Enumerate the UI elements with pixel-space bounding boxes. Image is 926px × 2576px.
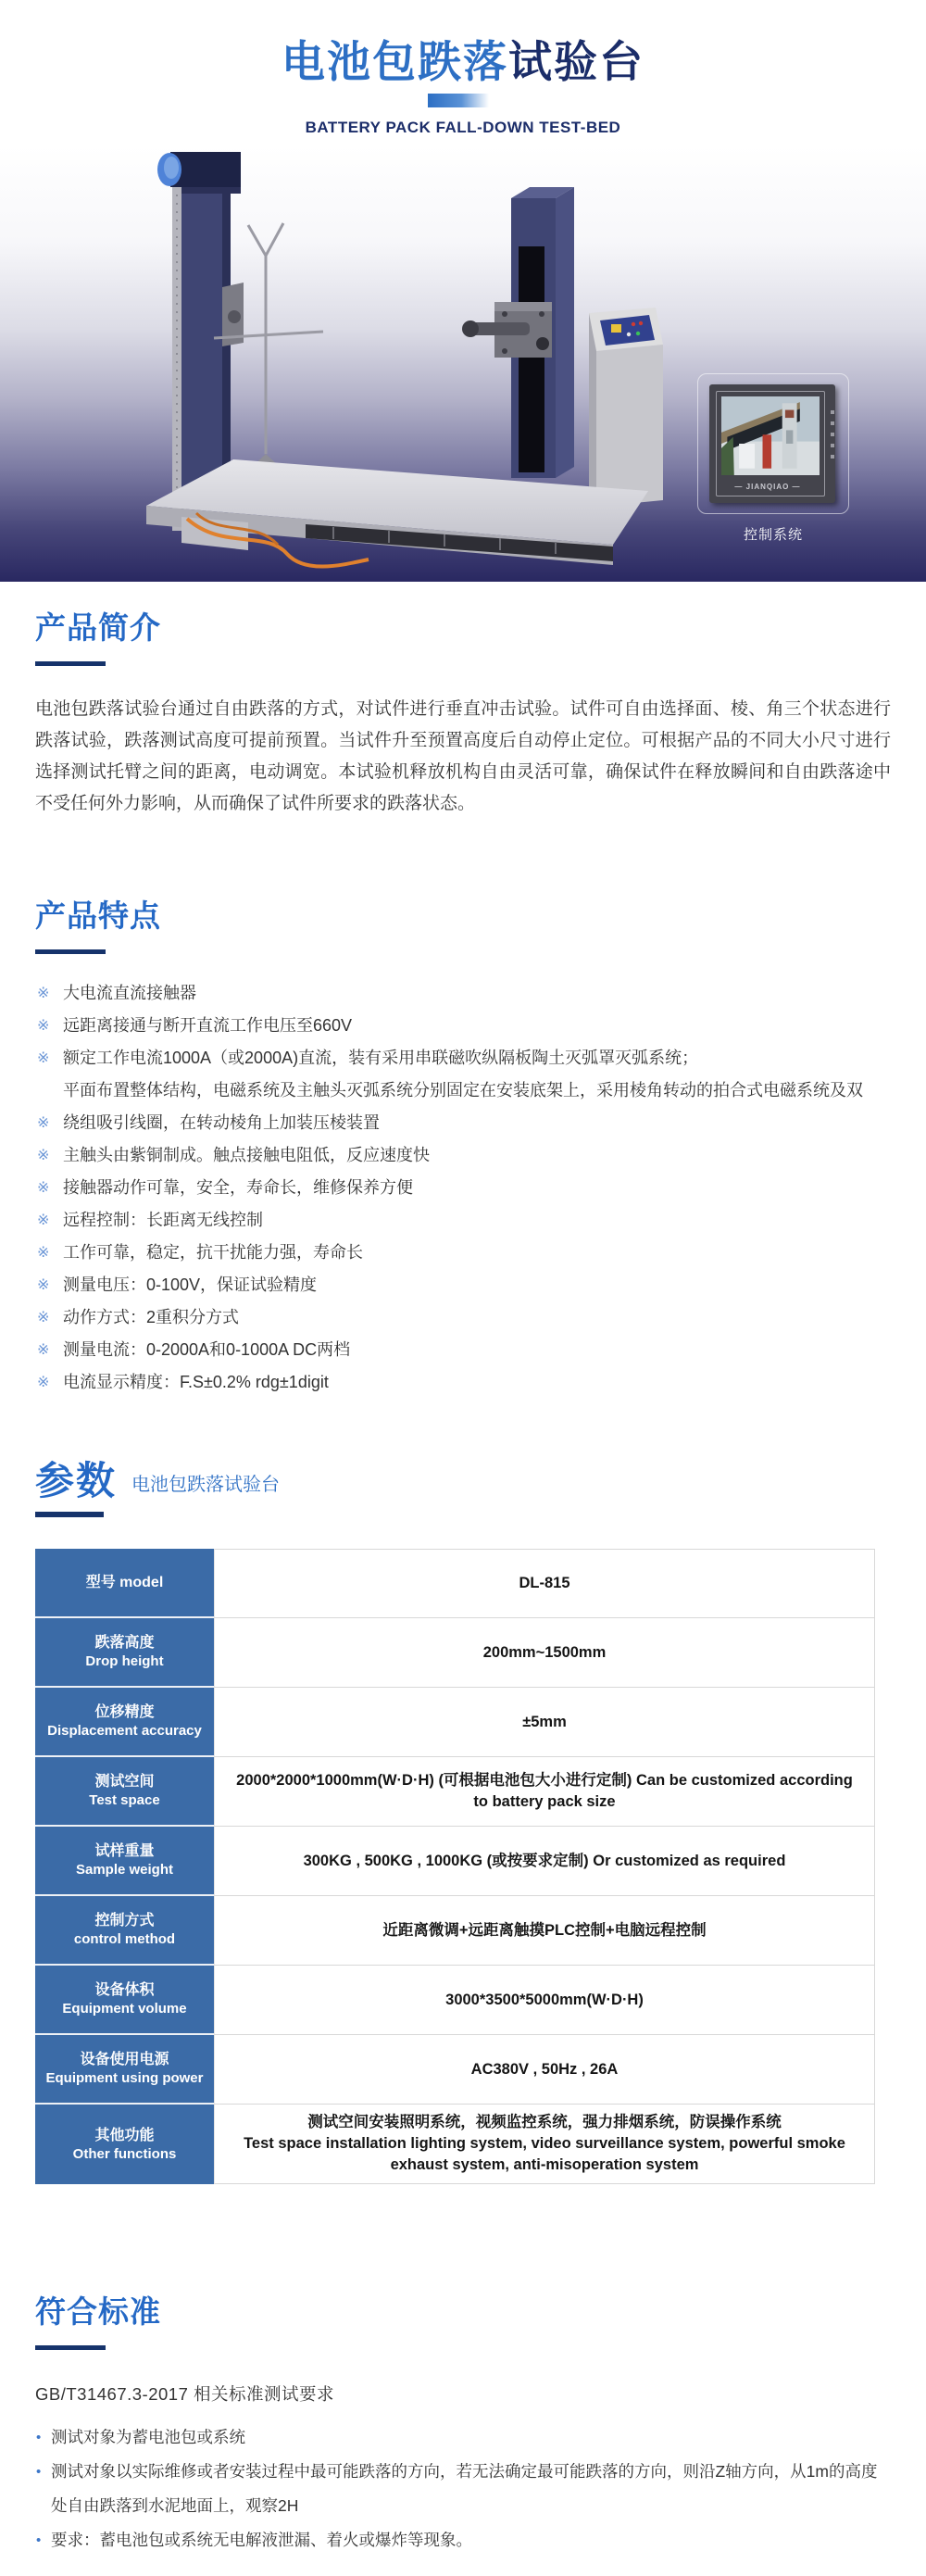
feature-text: 动作方式：2重积分方式 [63,1308,240,1327]
spec-row-value [214,1896,875,1966]
hmi-touch-panel [709,384,835,503]
hmi-brand-text: JIANQIAO [745,483,790,492]
factory-photo-illustration [721,396,820,475]
standards-item-text: 测试对象以实际维修或者安装过程中最可能跌落的方向，若无法确定最可能跌落的方向，则沿Z轴方向，从1m的高度处自由跌落到水泥地面上，观察2H [51,2462,878,2516]
section-parameters [0,1459,926,2184]
spec-label-cn: 设备使用电源 [80,2052,169,2068]
spec-table-row [35,1966,875,2035]
spec-table-row [35,2035,875,2105]
feature-item [35,1209,891,1231]
feature-text: 测量电压：0-100V，保证试验精度 [63,1275,318,1295]
hmi-bezel [716,391,825,496]
drop-test-machine-illustration [0,146,926,582]
standards-bullet-icon: • [36,2430,42,2446]
spec-value-text: ±5mm [522,1713,567,1730]
standards-item [35,2455,891,2523]
feature-bullet-icon: ※ [37,986,50,1002]
page-title-highlight: 电池包跌落 [282,37,508,86]
feature-item [35,1338,891,1361]
spec-row-value [214,1549,875,1618]
control-panel-frame [697,373,849,514]
spec-row-label [35,2105,214,2184]
spec-row-value [214,1688,875,1757]
spec-label-en: Equipment volume [62,2001,187,2017]
spec-table [35,1549,875,2184]
feature-bullet-icon: ※ [37,1180,50,1197]
section-standards [0,2288,926,2557]
spec-table-row [35,2105,875,2184]
spec-row-label [35,1896,214,1966]
feature-text: 平面布置整体结构，电磁系统及主触头灭弧系统分别固定在安装底架上，采用棱角转动的拍合式电磁系统及双 [63,1081,863,1100]
feature-item [35,1306,891,1328]
spec-label-en: Other functions [72,2145,177,2162]
features-heading-rule [35,949,106,954]
standards-bullet-icon: • [36,2532,42,2549]
spec-label-en: control method [73,1931,176,1948]
spec-row-label [35,1757,214,1827]
spec-value-text: 300KG , 500KG , 1000KG (或按要求定制) Or customized as required [303,1852,786,1869]
spec-label-en: Test space [89,1792,160,1809]
spec-label-en: Sample weight [75,1862,174,1879]
feature-bullet-icon: ※ [37,1375,50,1391]
spec-row-label [35,1688,214,1757]
hero-image [0,146,926,582]
title-accent-bar [428,94,489,107]
standards-item-text: 要求：蓄电池包或系统无电解液泄漏、着火或爆炸等现象。 [51,2531,472,2550]
feature-bullet-icon: ※ [37,1310,50,1326]
standards-item [35,2523,891,2557]
feature-text: 接触器动作可靠，安全，寿命长，维修保养方便 [63,1178,413,1198]
feature-item [35,1112,891,1134]
standards-heading-rule [35,2345,106,2350]
spec-row-value [214,1618,875,1688]
spec-row-label [35,2035,214,2105]
spec-label-en: Drop height [85,1653,164,1670]
parameters-subheading: 电池包跌落试验台 [131,1475,281,1496]
parameters-heading-row [35,1459,891,1503]
feature-bullet-icon: ※ [37,1245,50,1262]
spec-value-text: DL-815 [519,1575,570,1592]
feature-item [35,1371,891,1393]
section-product-intro [0,604,926,820]
intro-paragraph: 电池包跌落试验台通过自由跌落的方式，对试件进行垂直冲击试验。试件可自由选择面、棱、角三个状态进行跌落试验，跌落测试高度可提前预置。当试件升至预置高度后自动停止定位。可根据产品的不同大小尺寸进行选择测试托臂之间的距离，电动调宽。本试验机释放机构自由灵活可靠，确保试件在释放瞬间和自由跌落途中不受任何外力影响，从而确保了试件所要求的跌落状态。 [35,699,891,814]
standards-reference: GB/T31467.3-2017 相关标准测试要求 [35,2384,334,2405]
intro-heading-rule [35,661,106,666]
intro-heading: 产品简介 [35,610,161,646]
feature-text: 远距离接通与断开直流工作电压至660V [63,1016,353,1036]
feature-item [35,1144,891,1166]
standards-item [35,2420,891,2455]
spec-label-cn: 跌落高度 [94,1635,155,1652]
parameters-heading-rule [35,1512,104,1517]
control-system-caption: 控制系统 [743,527,803,544]
spec-label-cn: 控制方式 [94,1913,155,1929]
spec-label-cn: 型号 model [85,1575,164,1591]
spec-value-text: 200mm~1500mm [482,1643,607,1661]
feature-bullet-icon: ※ [37,1148,50,1164]
feature-item [35,1079,891,1101]
spec-label-cn: 试样重量 [94,1843,155,1860]
spec-label-cn: 其他功能 [94,2127,155,2143]
spec-row-value [214,1966,875,2035]
spec-label-cn: 测试空间 [94,1774,155,1791]
spec-table-row [35,1549,875,1618]
feature-bullet-icon: ※ [37,1213,50,1229]
feature-text: 工作可靠，稳定，抗干扰能力强，寿命长 [63,1243,363,1263]
standards-list [35,2420,891,2557]
spec-table-row [35,1757,875,1827]
hmi-screen-photo [721,396,820,475]
section-product-features [0,892,926,1393]
feature-text: 额定工作电流1000A（或2000A)直流，装有采用串联磁吹纵隔板陶土灭弧罩灭弧系统； [63,1049,699,1068]
feature-list [35,982,891,1393]
spec-table-row [35,1688,875,1757]
feature-text: 电流显示精度：F.S±0.2% rdg±1digit [63,1373,329,1392]
spec-table-row [35,1827,875,1896]
spec-value-text: 2000*2000*1000mm(W·D·H) (可根据电池包大小进行定制) Can be customized according to battery pack size [236,1772,853,1811]
spec-label-cn: 设备体积 [94,1982,155,1999]
feature-bullet-icon: ※ [37,1050,50,1067]
feature-text: 绕组吸引线圈，在转动棱角上加装压棱装置 [63,1113,380,1133]
spec-table-row [35,1896,875,1966]
standards-item-text: 测试对象为蓄电池包或系统 [51,2428,245,2447]
spec-row-label [35,1618,214,1688]
standards-bullet-icon: • [36,2464,42,2481]
feature-text: 主触头由紫铜制成。触点接触电阻低，反应速度快 [63,1146,430,1165]
spec-value-text: AC380V , 50Hz , 26A [470,2060,619,2078]
spec-value-text-en: Test space installation lighting system, video surveillance system, powerful smoke exhaust system, anti-misoperation system [244,2135,845,2174]
feature-item [35,1274,891,1296]
spec-label-en: Equipment using power [45,2070,204,2087]
feature-text: 远程控制：长距离无线控制 [63,1211,263,1230]
feature-bullet-icon: ※ [37,1342,50,1359]
spec-value-text: 3000*3500*5000mm(W·D·H) [445,1991,644,2008]
page-subtitle: BATTERY PACK FALL-DOWN TEST-BED [305,119,621,137]
spec-row-label [35,1549,214,1618]
feature-bullet-icon: ※ [37,1115,50,1132]
spec-label-cn: 位移精度 [94,1704,155,1721]
spec-table-row [35,1618,875,1688]
feature-text: 测量电流：0-2000A和0-1000A DC两档 [63,1340,351,1360]
feature-item [35,1176,891,1199]
spec-row-value [214,2035,875,2105]
spec-row-value [214,1757,875,1827]
page-title [0,33,926,90]
feature-text: 大电流直流接触器 [63,984,196,1003]
hmi-connector-tabs [831,410,834,466]
features-heading: 产品特点 [35,898,161,934]
spec-value-text: 测试空间安装照明系统，视频监控系统，强力排烟系统，防误操作系统 [307,2114,782,2131]
standards-heading: 符合标准 [35,2294,161,2330]
parameters-heading: 参数 [35,1459,118,1503]
hmi-brand-label: — JIANQIAO — [734,483,801,492]
page-header [0,0,926,137]
spec-label-en: Displacement accuracy [47,1723,202,1740]
feature-item [35,982,891,1004]
feature-bullet-icon: ※ [37,1018,50,1035]
feature-item [35,1047,891,1069]
spec-row-value [214,1827,875,1896]
spec-row-value [214,2105,875,2184]
spec-value-text: 近距离微调+远距离触摸PLC控制+电脑远程控制 [382,1921,707,1939]
feature-item [35,1014,891,1037]
feature-bullet-icon: ※ [37,1277,50,1294]
page-title-rest: 试验台 [508,37,644,86]
feature-item [35,1241,891,1263]
spec-row-label [35,1966,214,2035]
spec-row-label [35,1827,214,1896]
